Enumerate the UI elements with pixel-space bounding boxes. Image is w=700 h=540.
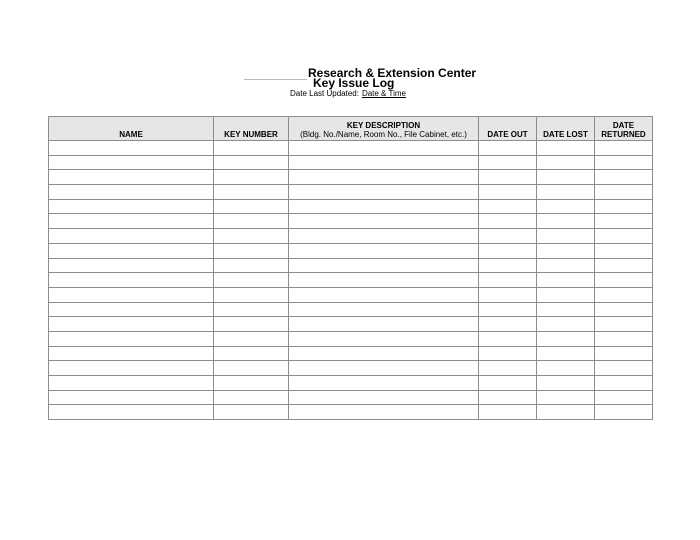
cell-date-returned[interactable] [595,141,653,156]
table-row [49,376,653,391]
cell-date-out[interactable] [479,170,537,185]
cell-key-number[interactable] [214,405,289,420]
cell-date-returned[interactable] [595,273,653,288]
table-row [49,405,653,420]
table-row [49,258,653,273]
cell-name[interactable] [49,302,214,317]
cell-name[interactable] [49,229,214,244]
table-row [49,185,653,200]
cell-date-lost[interactable] [537,317,595,332]
cell-date-returned[interactable] [595,302,653,317]
cell-date-out[interactable] [479,155,537,170]
cell-date-out[interactable] [479,361,537,376]
cell-key-description[interactable] [289,302,479,317]
cell-name[interactable] [49,199,214,214]
cell-key-number[interactable] [214,258,289,273]
cell-key-number[interactable] [214,214,289,229]
cell-name[interactable] [49,185,214,200]
table-row [49,273,653,288]
cell-date-lost[interactable] [537,141,595,156]
cell-date-out[interactable] [479,141,537,156]
organization-name: Research & Extension Center [308,66,477,80]
cell-key-number[interactable] [214,317,289,332]
cell-date-out[interactable] [479,273,537,288]
table-body [49,141,653,420]
cell-name[interactable] [49,214,214,229]
cell-date-lost[interactable] [537,390,595,405]
cell-date-lost[interactable] [537,302,595,317]
cell-date-lost[interactable] [537,273,595,288]
cell-key-description[interactable] [289,199,479,214]
cell-date-out[interactable] [479,243,537,258]
cell-key-number[interactable] [214,331,289,346]
cell-key-description[interactable] [289,390,479,405]
cell-key-number[interactable] [214,185,289,200]
cell-name[interactable] [49,405,214,420]
table-row [49,331,653,346]
cell-key-description[interactable] [289,155,479,170]
cell-key-description[interactable] [289,185,479,200]
cell-date-lost[interactable] [537,287,595,302]
cell-name[interactable] [49,155,214,170]
cell-name[interactable] [49,390,214,405]
cell-date-out[interactable] [479,331,537,346]
cell-key-number[interactable] [214,243,289,258]
cell-date-out[interactable] [479,287,537,302]
cell-date-returned[interactable] [595,405,653,420]
cell-key-description[interactable] [289,331,479,346]
cell-name[interactable] [49,273,214,288]
cell-date-returned[interactable] [595,155,653,170]
cell-name[interactable] [49,243,214,258]
table-row [49,346,653,361]
cell-key-description[interactable] [289,317,479,332]
cell-name[interactable] [49,317,214,332]
cell-key-number[interactable] [214,390,289,405]
cell-date-returned[interactable] [595,287,653,302]
blank-underline [244,67,307,80]
cell-date-lost[interactable] [537,331,595,346]
cell-date-lost[interactable] [537,185,595,200]
last-updated [290,89,406,98]
cell-date-returned[interactable] [595,346,653,361]
column-header-key-description: KEY DESCRIPTION (Bldg. No./Name, Room No., File Cabinet, etc.) [289,117,479,141]
cell-date-lost[interactable] [537,376,595,391]
cell-key-number[interactable] [214,302,289,317]
table-row [49,214,653,229]
cell-date-returned[interactable] [595,229,653,244]
table-row [49,229,653,244]
cell-name[interactable] [49,287,214,302]
cell-date-returned[interactable] [595,214,653,229]
cell-name[interactable] [49,346,214,361]
cell-key-description[interactable] [289,229,479,244]
cell-date-out[interactable] [479,302,537,317]
cell-date-out[interactable] [479,405,537,420]
cell-date-out[interactable] [479,317,537,332]
cell-date-returned[interactable] [595,185,653,200]
table-row [49,170,653,185]
cell-date-lost[interactable] [537,346,595,361]
cell-date-returned[interactable] [595,376,653,391]
cell-date-returned[interactable] [595,199,653,214]
cell-key-description[interactable] [289,346,479,361]
cell-key-description[interactable] [289,258,479,273]
cell-date-out[interactable] [479,258,537,273]
cell-date-out[interactable] [479,214,537,229]
cell-date-out[interactable] [479,376,537,391]
table-row [49,287,653,302]
cell-key-description[interactable] [289,287,479,302]
cell-key-number[interactable] [214,273,289,288]
column-header-date-returned: DATE RETURNED [595,117,653,141]
cell-key-description[interactable] [289,376,479,391]
cell-date-returned[interactable] [595,317,653,332]
table-row [49,155,653,170]
cell-key-number[interactable] [214,287,289,302]
cell-key-number[interactable] [214,155,289,170]
cell-date-lost[interactable] [537,243,595,258]
table-row [49,141,653,156]
cell-name[interactable] [49,361,214,376]
organization-line [244,62,477,80]
cell-date-lost[interactable] [537,258,595,273]
column-header-name: NAME [49,117,214,141]
cell-key-number[interactable] [214,170,289,185]
cell-name[interactable] [49,376,214,391]
cell-key-number[interactable] [214,361,289,376]
cell-key-number[interactable] [214,199,289,214]
cell-key-description[interactable] [289,214,479,229]
cell-date-lost[interactable] [537,155,595,170]
cell-key-number[interactable] [214,346,289,361]
cell-date-out[interactable] [479,346,537,361]
document-title: Key Issue Log [313,76,395,90]
cell-date-returned[interactable] [595,243,653,258]
last-updated-label: Date Last Updated: [290,89,359,98]
cell-key-number[interactable] [214,229,289,244]
key-issue-log-table [48,116,653,420]
table-row [49,390,653,405]
cell-date-returned[interactable] [595,390,653,405]
cell-date-lost[interactable] [537,214,595,229]
table-row [49,199,653,214]
cell-key-number[interactable] [214,376,289,391]
cell-date-lost[interactable] [537,405,595,420]
table-row [49,317,653,332]
cell-name[interactable] [49,331,214,346]
cell-date-lost[interactable] [537,361,595,376]
cell-date-out[interactable] [479,185,537,200]
column-header-key-number: KEY NUMBER [214,117,289,141]
cell-date-returned[interactable] [595,361,653,376]
cell-date-returned[interactable] [595,258,653,273]
cell-date-out[interactable] [479,390,537,405]
cell-key-description[interactable] [289,243,479,258]
cell-date-lost[interactable] [537,229,595,244]
cell-date-out[interactable] [479,199,537,214]
cell-key-description[interactable] [289,141,479,156]
column-header-date-lost: DATE LOST [537,117,595,141]
cell-key-description[interactable] [289,405,479,420]
cell-date-returned[interactable] [595,331,653,346]
cell-key-number[interactable] [214,141,289,156]
cell-name[interactable] [49,170,214,185]
column-header-date-out: DATE OUT [479,117,537,141]
cell-date-out[interactable] [479,229,537,244]
cell-key-description[interactable] [289,170,479,185]
cell-date-returned[interactable] [595,170,653,185]
table-row [49,302,653,317]
table-row [49,243,653,258]
cell-date-lost[interactable] [537,199,595,214]
cell-key-description[interactable] [289,361,479,376]
cell-name[interactable] [49,141,214,156]
table-header-row [49,117,653,141]
table-row [49,361,653,376]
cell-name[interactable] [49,258,214,273]
last-updated-value: Date & Time [361,89,406,98]
cell-date-lost[interactable] [537,170,595,185]
cell-key-description[interactable] [289,273,479,288]
